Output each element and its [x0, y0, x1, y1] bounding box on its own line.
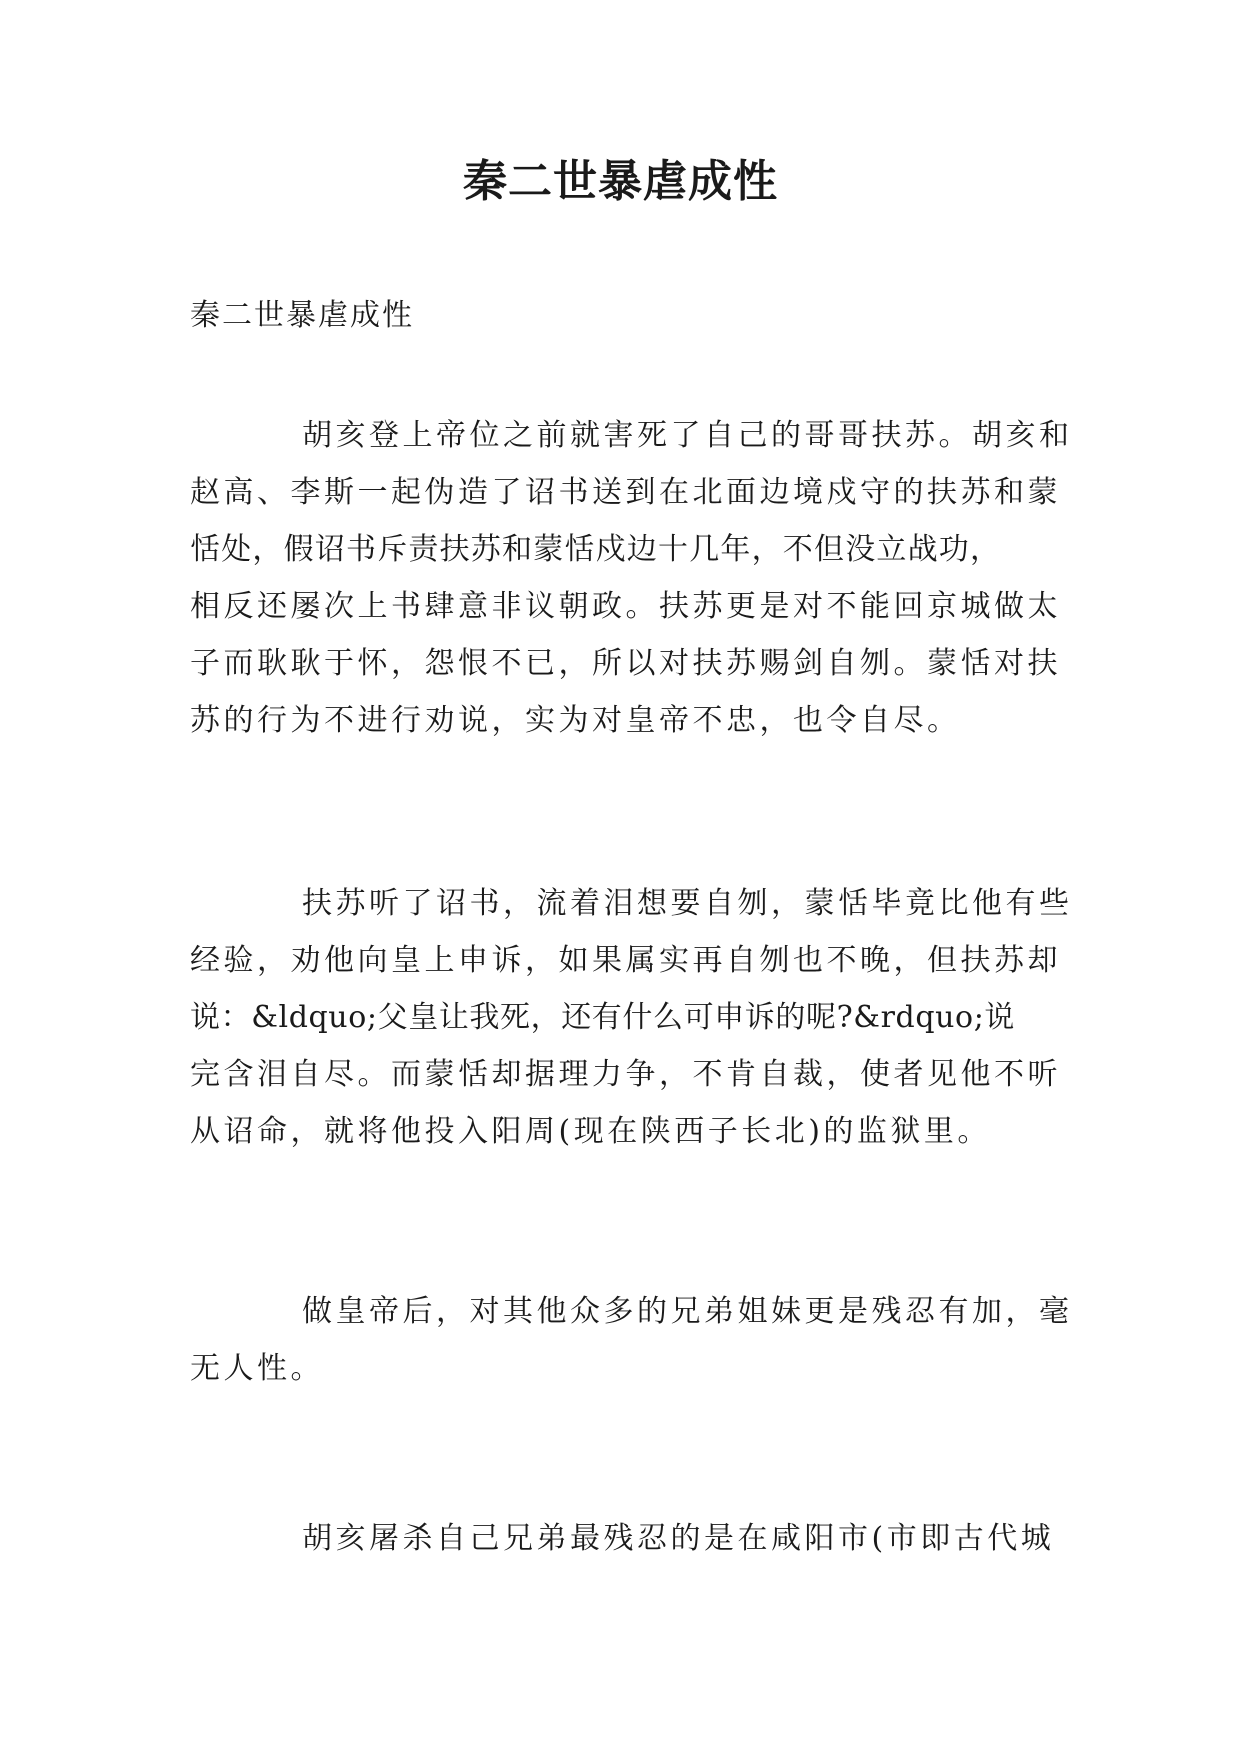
paragraph-3 — [190, 1283, 1073, 1397]
paragraph-1 — [190, 407, 1073, 749]
paragraph-line: 扶苏听了诏书，流着泪想要自刎，蒙恬毕竟比他有些 — [302, 886, 1073, 921]
paragraph-line: 经验，劝他向皇上申诉，如果属实再自刎也不晚，但扶苏却 — [190, 943, 1061, 978]
paragraph-2 — [190, 875, 1073, 1160]
document-subtitle: 秦二世暴虐成性 — [190, 298, 414, 333]
paragraph-line: 恬处，假诏书斥责扶苏和蒙恬戍边十几年，不但没立战功， — [190, 532, 1002, 567]
paragraph-line: 苏的行为不进行劝说，实为对皇帝不忠，也令自尽。 — [190, 703, 961, 738]
paragraph-line: 说：&ldquo;父皇让我死，还有什么可申诉的呢?&rdquo;说 — [190, 1000, 1016, 1035]
paragraph-4 — [190, 1510, 1060, 1567]
paragraph-line: 赵高、李斯一起伪造了诏书送到在北面边境戍守的扶苏和蒙 — [190, 475, 1061, 510]
paragraph-line: 做皇帝后，对其他众多的兄弟姐妹更是残忍有加，毫 — [302, 1294, 1073, 1329]
document-title: 秦二世暴虐成性 — [463, 156, 778, 207]
paragraph-line: 相反还屡次上书肆意非议朝政。扶苏更是对不能回京城做太 — [190, 589, 1061, 624]
paragraph-line: 胡亥屠杀自己兄弟最残忍的是在咸阳市(市即古代城 — [302, 1521, 1055, 1556]
paragraph-line: 子而耿耿于怀，怨恨不已，所以对扶苏赐剑自刎。蒙恬对扶 — [190, 646, 1061, 681]
paragraph-line: 完含泪自尽。而蒙恬却据理力争，不肯自裁，使者见他不听 — [190, 1057, 1061, 1092]
paragraph-line: 胡亥登上帝位之前就害死了自己的哥哥扶苏。胡亥和 — [302, 418, 1073, 453]
paragraph-line: 从诏命，就将他投入阳周(现在陕西子长北)的监狱里。 — [190, 1114, 991, 1149]
paragraph-line: 无人性。 — [190, 1351, 324, 1386]
